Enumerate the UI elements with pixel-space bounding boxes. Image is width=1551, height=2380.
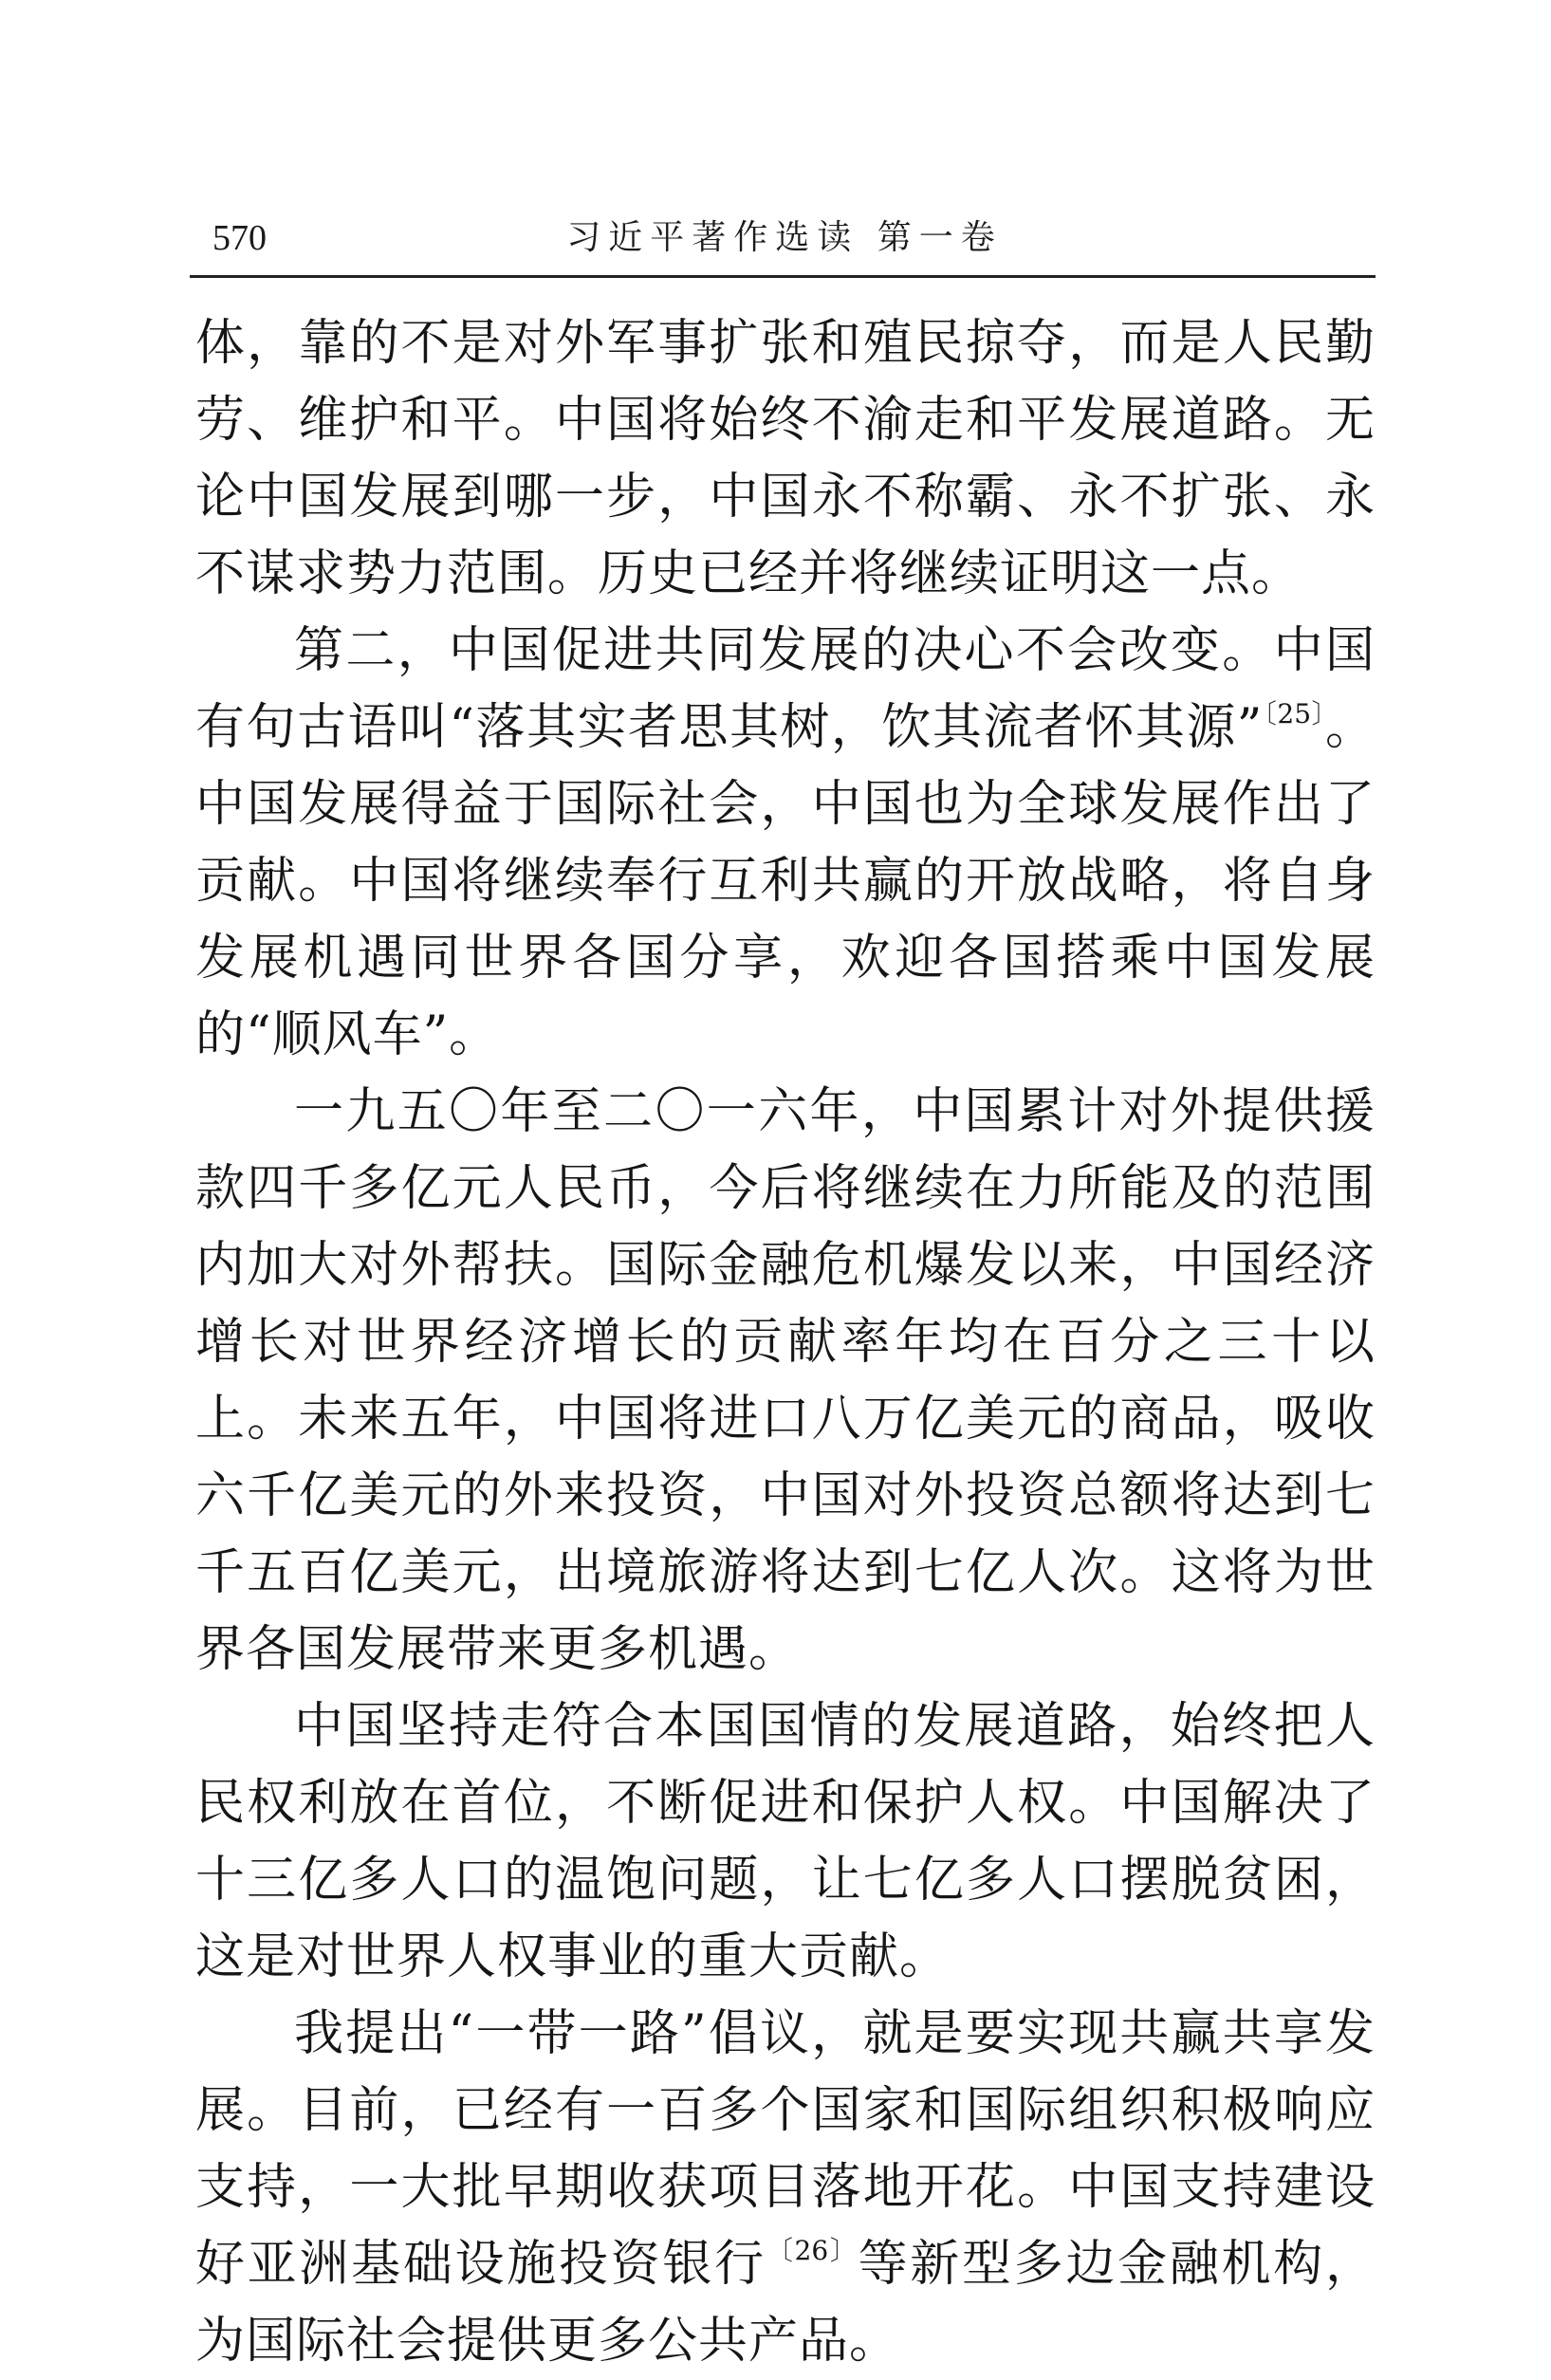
- paragraph-2-text-a: 第二，中国促进共同发展的决心不会改变。中国有句古语叫“落其实者思其树，饮其流者怀其源”: [195, 622, 1376, 756]
- paragraph-2: [195, 613, 1376, 1074]
- running-title: 习近平著作选读 第一卷: [566, 218, 1003, 257]
- footnote-ref-25[interactable]: 〔25〕: [1263, 698, 1325, 729]
- body-text: [195, 305, 1376, 2380]
- paragraph-5-text-a: 我提出“一带一路”倡议，就是要实现共赢共享发展。目前，已经有一百多个国家和国际组织积极响应支持，一大批早期收获项目落地开花。中国支持建设好亚洲基础设施投资银行: [195, 2005, 1376, 2293]
- page-number: 570: [212, 218, 267, 258]
- paragraph-5: [195, 1996, 1376, 2380]
- paragraph-4: 中国坚持走符合本国国情的发展道路，始终把人民权利放在首位，不断促进和保护人权。中国解决了十三亿多人口的温饱问题，让七亿多人口摆脱贫困，这是对世界人权事业的重大贡献。: [195, 1698, 1376, 1985]
- paragraph-5-text-b: 等新型多边金融机构，为国际社会提供更多公共产品。: [195, 2236, 1376, 2370]
- header-rule: [190, 275, 1376, 278]
- paragraph-3: 一九五〇年至二〇一六年，中国累计对外提供援款四千多亿元人民币，今后将继续在力所能及的范围内加大对外帮扶。国际金融危机爆发以来，中国经济增长对世界经济增长的贡献率年均在百分之三十以上。未来五年，中国将进口八万亿美元的商品，吸收六千亿美元的外来投资，中国对外投资总额将达到七千五百亿美元，出境旅游将达到七亿人次。这将为世界各国发展带来更多机遇。: [195, 1083, 1376, 1678]
- page-header: [195, 214, 1374, 271]
- paragraph-2-text-b: 。中国发展得益于国际社会，中国也为全球发展作出了贡献。中国将继续奉行互利共赢的开放战略，将自身发展机遇同世界各国分享，欢迎各国搭乘中国发展的“顺风车”。: [195, 699, 1376, 1063]
- footnote-ref-26[interactable]: 〔26〕: [766, 2235, 859, 2266]
- paragraph-1: 体，靠的不是对外军事扩张和殖民掠夺，而是人民勤劳、维护和平。中国将始终不渝走和平发展道路。无论中国发展到哪一步，中国永不称霸、永不扩张、永不谋求势力范围。历史已经并将继续证明这一点。: [195, 315, 1376, 602]
